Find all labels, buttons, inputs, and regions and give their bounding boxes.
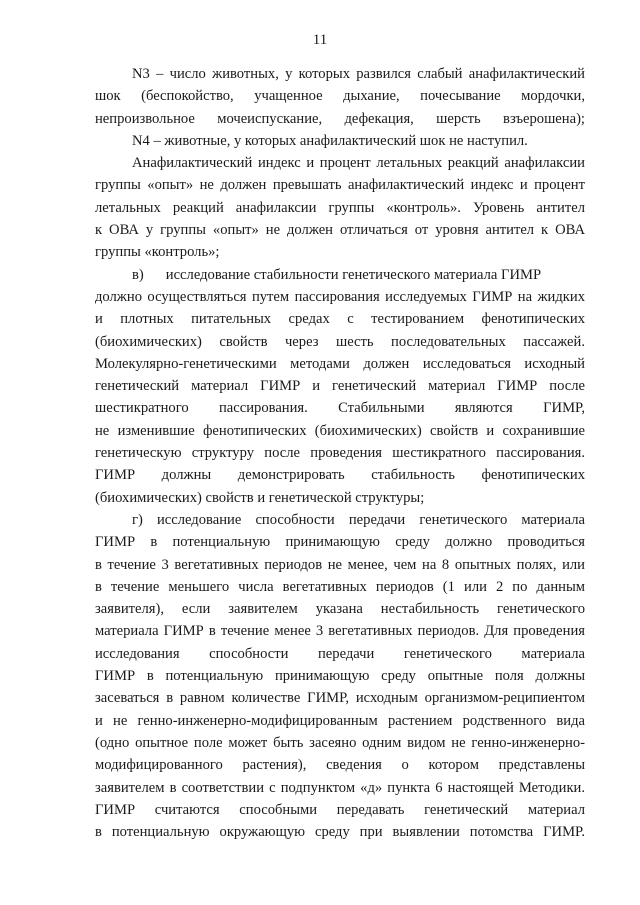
- text-line: ГИМР в потенциальную принимающую среду должно проводиться: [95, 534, 585, 551]
- text-line: ГИМР в потенциальную принимающую среду опытные поля должны: [95, 668, 585, 685]
- text-line: группы «контроль»;: [95, 244, 220, 261]
- text-line: ГИМР должны демонстрировать стабильность фенотипических: [95, 467, 585, 484]
- text-line: Анафилактический индекс и процент летальных реакций анафилаксии: [132, 155, 585, 172]
- text-line: и не генно-инженерно-модифицированным растением родственного вида: [95, 712, 585, 729]
- text-line: ГИМР считаются способными передавать генетический материал: [95, 801, 585, 818]
- text-line: N3 – число животных, у которых развился слабый анафилактический: [132, 66, 585, 82]
- text-line: засеваться в равном количестве ГИМР, исходным организмом-реципиентом: [95, 690, 585, 707]
- text-line: в течение меньшего числа вегетативных периодов (1 или 2 по данным: [95, 578, 585, 595]
- text-line: летальных реакций анафилаксии группы «контроль». Уровень антител: [95, 199, 585, 216]
- text-line: (одно опытное поле может быть засеяно одним видом не генно-инженерно-: [95, 734, 585, 751]
- text-line: заявителем в соответствии с подпунктом «д» пункта 6 настоящей Методики.: [95, 779, 585, 796]
- text-line: шестикратного пассирования. Стабильными являются ГИМР,: [95, 400, 585, 417]
- text-line: (биохимических) свойств и генетической структуры;: [95, 489, 425, 506]
- text-line: не изменившие фенотипических (биохимических) свойств и сохранившие: [95, 422, 585, 439]
- text-line: в течение 3 вегетативных периодов не менее, чем на 8 опытных полях, или: [95, 556, 585, 573]
- text-line: (биохимических) свойств через шесть последовательных пассажей.: [95, 333, 585, 350]
- text-line: непроизвольное мочеиспускание, дефекация, шерсть взъерошена);: [95, 110, 585, 127]
- text-line: N4 – животные, у которых анафилактический шок не наступил.: [132, 132, 528, 149]
- text-line: материала ГИМР в течение менее 3 вегетативных периодов. Для проведения: [95, 623, 585, 640]
- text-line-item-v: [95, 264, 585, 286]
- text-line: г) исследование способности передачи генетического материала: [132, 511, 585, 528]
- text-line: и плотных питательных средах с тестированием фенотипических: [95, 311, 585, 328]
- text-line: генетическую структуру после проведения шестикратного пассирования.: [95, 445, 585, 462]
- text-line: шок (беспокойство, учащенное дыхание, почесывание мордочки,: [95, 88, 585, 105]
- text-line: исследования способности передачи генетического материала: [95, 645, 585, 662]
- text-line: должно осуществляться путем пассирования исследуемых ГИМР на жидких: [95, 288, 585, 305]
- text-line: группы «опыт» не должен превышать анафилактический индекс и процент: [95, 177, 585, 194]
- document-body: [95, 63, 585, 843]
- text-line: к ОВА у группы «опыт» не должен отличаться от уровня антител к ОВА: [95, 222, 585, 239]
- text-line: Молекулярно-генетическими методами должен исследоваться исходный: [95, 355, 585, 372]
- text-line: генетический материал ГИМР и генетический материал ГИМР после: [95, 378, 585, 395]
- page-number: 11: [312, 32, 328, 48]
- text-line: в потенциальную окружающую среду при выявлении потомства ГИМР.: [95, 824, 585, 841]
- text-line: заявителя), если заявителем указана нестабильность генетического: [95, 601, 585, 618]
- list-marker-v: в): [132, 266, 144, 283]
- text-line: модифицированного растения), сведения о котором представлены: [95, 757, 585, 774]
- text-line-item-v-content: исследование стабильности генетического материала ГИМР: [165, 266, 542, 283]
